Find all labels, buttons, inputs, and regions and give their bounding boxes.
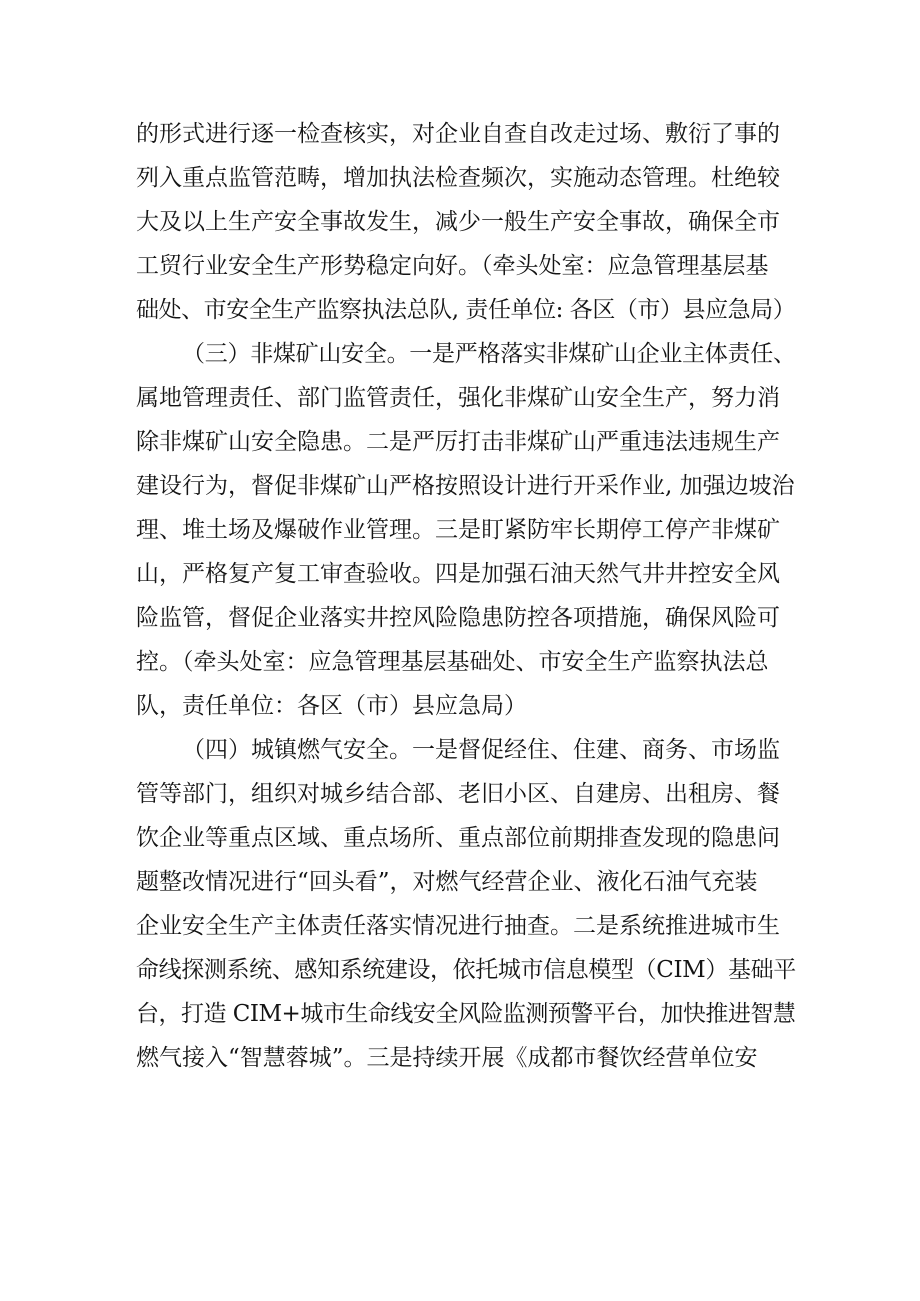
- paragraph-line: 台，打造 CIM+城市生命线安全风险监测预警平台，加快推进智慧: [136, 1001, 796, 1027]
- paragraph-line: （三）非煤矿山安全。一是严格落实非煤矿山企业主体责任、: [182, 341, 796, 367]
- paragraph-line: 理、堆土场及爆破作业管理。三是盯紧防牢长期停工停产非煤矿: [136, 517, 780, 543]
- paragraph-line: 饮企业等重点区域、重点场所、重点部位前期排查发现的隐患问: [136, 825, 780, 851]
- paragraph-line: 工贸行业安全生产形势稳定向好。（牵头处室：应急管理基层基: [136, 253, 769, 279]
- paragraph-urban-gas-safety: [136, 728, 796, 1080]
- paragraph-line: 除非煤矿山安全隐患。二是严厉打击非煤矿山严重违法违规生产: [136, 429, 780, 455]
- paragraph-line: 山，严格复产复工审查验收。四是加强石油天然气井井控安全风: [136, 561, 780, 587]
- paragraph-non-coal-mine-safety: [136, 332, 796, 728]
- paragraph-line: 建设行为，督促非煤矿山严格按照设计进行开采作业, 加强边坡治: [136, 473, 795, 499]
- paragraph-line: 队，责任单位：各区（市）县应急局）: [136, 693, 527, 719]
- paragraph-work-safety-continued: [136, 112, 796, 332]
- paragraph-line: 管等部门，组织对城乡结合部、老旧小区、自建房、出租房、餐: [136, 781, 780, 807]
- document-body: [136, 112, 796, 1080]
- paragraph-line: （四）城镇燃气安全。一是督促经住、住建、商务、市场监: [182, 737, 780, 763]
- paragraph-line: 控。（牵头处室：应急管理基层基础处、市安全生产监察执法总: [136, 649, 769, 675]
- paragraph-line: 大及以上生产安全事故发生，减少一般生产安全事故，确保全市: [136, 209, 780, 235]
- paragraph-line: 险监管，督促企业落实井控风险隐患防控各项措施，确保风险可: [136, 605, 780, 631]
- paragraph-line: 命线探测系统、感知系统建设，依托城市信息模型（CIM）基础平: [136, 957, 796, 983]
- paragraph-line: 础处、市安全生产监察执法总队, 责任单位: 各区（市）县应急局）: [136, 297, 796, 323]
- paragraph-line: 属地管理责任、部门监管责任，强化非煤矿山安全生产，努力消: [136, 385, 780, 411]
- paragraph-line: 的形式进行逐一检查核实，对企业自查自改走过场、敷衍了事的: [136, 121, 780, 147]
- paragraph-line: 列入重点监管范畴，增加执法检查频次，实施动态管理。杜绝较: [136, 165, 780, 191]
- paragraph-line: 燃气接入“智慧蓉城”。三是持续开展《成都市餐饮经营单位安: [136, 1045, 758, 1071]
- paragraph-line: 题整改情况进行“回头看”，对燃气经营企业、液化石油气充装: [136, 869, 758, 895]
- paragraph-line: 企业安全生产主体责任落实情况进行抽查。二是系统推进城市生: [136, 913, 780, 939]
